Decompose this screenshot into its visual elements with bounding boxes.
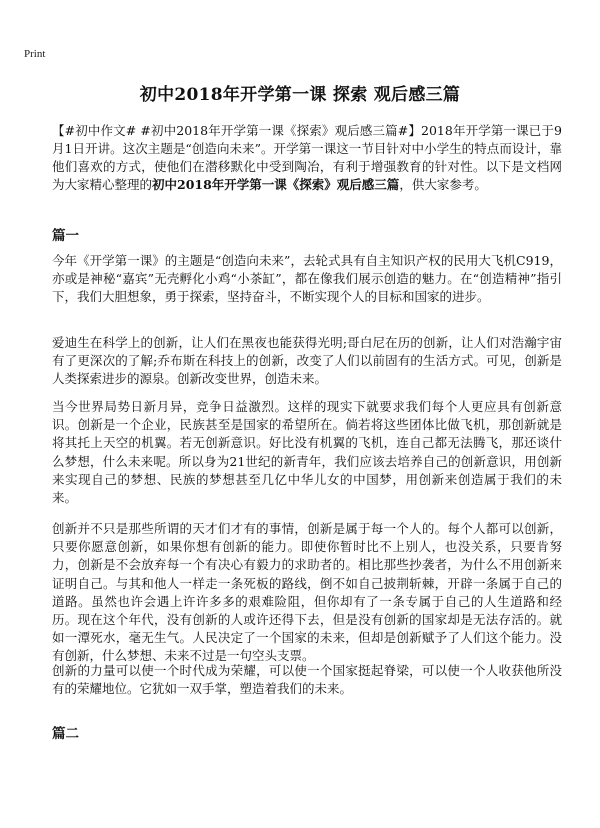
intro-text: 【#初中作文# #初中2018年开学第一课《探索》观后感三篇#】2018年开学第一课已于9月1日开讲。这次主题是“创造向未来”。开学第一课这一节目针对中小学生的特点而设计，靠他们喜欢的方式，使他们在潜移默化中受到陶冶，有利于增强教育的针对性。以下是文档网为大家精心整理的 bbox=[52, 123, 562, 192]
section-heading-2: 篇二 bbox=[52, 726, 79, 742]
print-link[interactable]: Print bbox=[24, 48, 46, 60]
intro-tail: ，供大家参考。 bbox=[399, 177, 487, 192]
paragraph-1: 今年《开学第一课》的主题是“创造向未来”，去轮式具有自主知识产权的民用大飞机C919，亦或是神秘“嘉宾”无壳孵化小鸡“小茶缸”，都在像我们展示创造的魅力。在“创造精神”指引下，我们大胆想象，勇于探索，坚持奋斗，不断实现个人的目标和国家的进步。 bbox=[52, 253, 562, 305]
intro-paragraph bbox=[52, 122, 562, 194]
paragraph-2: 爱迪生在科学上的创新，让人们在黑夜也能获得光明;哥白尼在历的创新，让人们对浩瀚宇宙有了更深次的了解;乔布斯在科技上的创新，改变了人们以前固有的生活方式。可见，创新是人类探索进步的源泉。创新改变世界，创造未来。 bbox=[52, 335, 562, 387]
intro-bold-title: 初中2018年开学第一课《探索》观后感三篇 bbox=[152, 177, 400, 192]
page-title: 初中2018年开学第一课 探索 观后感三篇 bbox=[139, 85, 461, 105]
paragraph-5: 创新的力量可以使一个时代成为荣耀，可以使一个国家挺起脊梁，可以使一个人收获他所没有的荣耀地位。它犹如一双手掌，塑造着我们的未来。 bbox=[52, 663, 562, 697]
paragraph-3: 当今世界局势日新月异，竞争日益激烈。这样的现实下就要求我们每个人更应具有创新意识。创新是一个企业，民族甚至是国家的希望所在。倘若将这些团体比做飞机，那创新就是将其托上天空的机翼。若无创新意识。好比没有机翼的飞机，连自己都无法腾飞，那还谈什么梦想，什么未来呢。所以身为21世纪的新青年，我们应该去培养自己的创新意识，用创新来实现自己的梦想、民族的梦想甚至几亿中华儿女的中国梦，用创新来创造属于我们的未来。 bbox=[52, 399, 562, 506]
section-heading-1: 篇一 bbox=[52, 228, 79, 244]
paragraph-4: 创新并不只是那些所谓的天才们才有的事情，创新是属于每一个人的。每个人都可以创新，只要你愿意创新，如果你想有创新的能力。即使你暂时比不上别人，也没关系，只要肯努力，创新是不会放弃每一个有决心有毅力的求助者的。相比那些抄袭者，为什么不用创新来证明自己。与其和他人一样走一条死板的路线，倒不如自己披荆斩棘，开辟一条属于自己的道路。虽然也许会遇上许许多多的艰难险阻，但你却有了一条专属于自己的人生道路和经历。现在这个年代，没有创新的人或许还得下去，但是没有创新的国家却是无法存活的。就如一潭死水，毫无生气。人民决定了一个国家的未来，但却是创新赋予了人们这个能力。没有创新，什么梦想、未来不过是一句空头支票。 bbox=[52, 521, 562, 664]
